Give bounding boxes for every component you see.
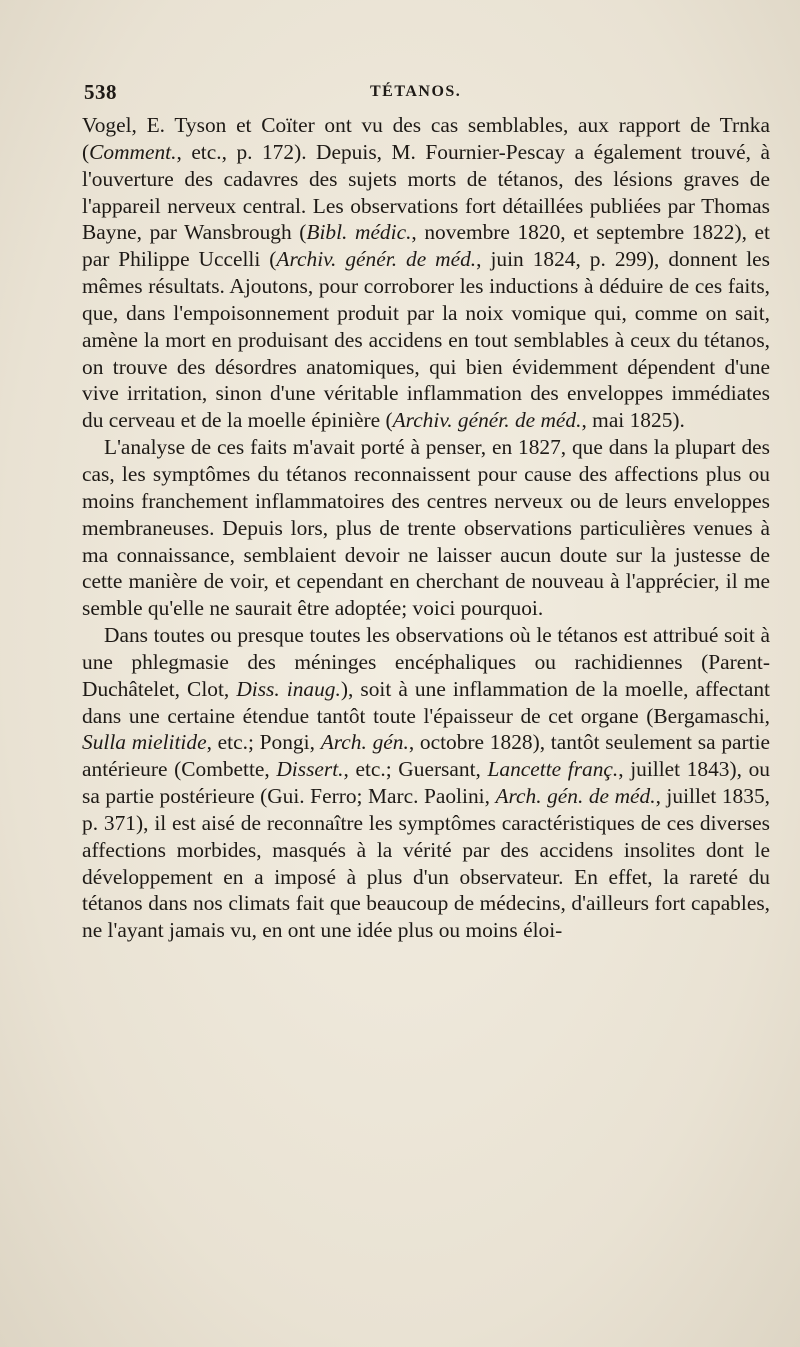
citation-italic: Bibl. médic. (306, 220, 412, 245)
text-run: , mai 1825). (581, 408, 685, 433)
text-run: , octobre 1828), tantôt seulement sa partie antérieure (Combette, (82, 730, 771, 782)
running-title: TÉTANOS. (370, 83, 462, 100)
page-number: 538 (84, 80, 117, 104)
text-run: , etc., p. 172). Depuis, M. Fournier-Pescay a également trouvé, à l'ouverture des cadavres des sujets morts de tétanos, des lésions graves de l'appareil nerveux central. Les observations fort détaillées publiées par Thomas Bayne, par Wansbrough ( (82, 139, 770, 245)
citation-italic: Dissert. (276, 757, 344, 782)
citation-italic: Arch. gén. de méd. (495, 784, 656, 809)
paragraph-2 (82, 434, 770, 622)
citation-italic: Archiv. génér. de méd. (276, 247, 477, 272)
page-header (84, 80, 764, 110)
text-run: Vogel, E. Tyson et Coïter ont vu des cas semblables, aux rapport de Trnka ( (82, 113, 770, 164)
citation-italic: Arch. gén. (320, 730, 409, 755)
text-run: Dans toutes ou presque toutes les observations où le tétanos est attribué soit à une phlegmasie des méninges encéphaliques ou rachidiennes (Parent-Duchâtelet, Clot, (82, 623, 770, 701)
paragraph-3 (82, 622, 770, 944)
citation-italic: Sulla mielitide (82, 730, 207, 755)
text-run: , juin 1824, p. 299), donnent les mêmes résultats. Ajoutons, pour corroborer les inductions à déduire de ces faits, que, dans l'empoisonnement produit par la noix vomique qui, comme on sait, amène la mort en produisant des accidens en tout semblables à ceux du tétanos, on trouve des désordres anatomiques, qui bien évidemment dépendent d'une vive irritation, sinon d'une véritable inflammation des enveloppes immédiates du cerveau et de la moelle épinière ( (82, 247, 770, 433)
text-run: , etc.; Guersant, (343, 757, 488, 782)
text-run: L'analyse de ces faits m'avait porté à penser, en 1827, que dans la plupart des cas, les symptômes du tétanos reconnaissent pour cause des affections plus ou moins franchement inflammatoires des centres nerveux ou de leurs enveloppes membraneuses. Depuis lors, plus de trente observations particulières venues à ma connaissance, semblaient devoir ne laisser aucun doute sur la justesse de cette manière de voir, et cependant en cherchant de nouveau à l'apprécier, il me semble qu'elle ne saurait être adoptée; voici pourquoi. (82, 435, 770, 621)
text-run: , etc.; Pongi, (206, 730, 321, 755)
citation-italic: Lancette franç. (487, 757, 619, 782)
citation-italic: Diss. inaug. (236, 676, 341, 701)
citation-italic: Archiv. génér. de méd. (392, 408, 582, 433)
citation-italic: Comment. (89, 139, 177, 164)
text-run: , juillet 1835, p. 371), il est aisé de reconnaître les symptômes caractéristiques de ces diverses affections morbides, masqués à la vérité par des accidens insolites dont le développement en a imposé à plus d'un observateur. En effet, la rareté du tétanos dans nos climats fait que beaucoup de médecins, d'ailleurs fort capables, ne l'ayant jamais vu, en ont une idée plus ou moins éloi- (82, 784, 770, 943)
body-text (82, 112, 770, 944)
text-run: ), soit à une inflammation de la moelle, affectant dans une certaine étendue tantôt toute l'épaisseur de cet organe (Bergamaschi, (82, 676, 770, 728)
text-run: , novembre 1820, et septembre 1822), et par Philippe Uccelli ( (82, 220, 770, 272)
paragraph-1 (82, 112, 770, 434)
text-run: , juillet 1843), ou sa partie postérieure (Gui. Ferro; Marc. Paolini, (82, 757, 770, 809)
